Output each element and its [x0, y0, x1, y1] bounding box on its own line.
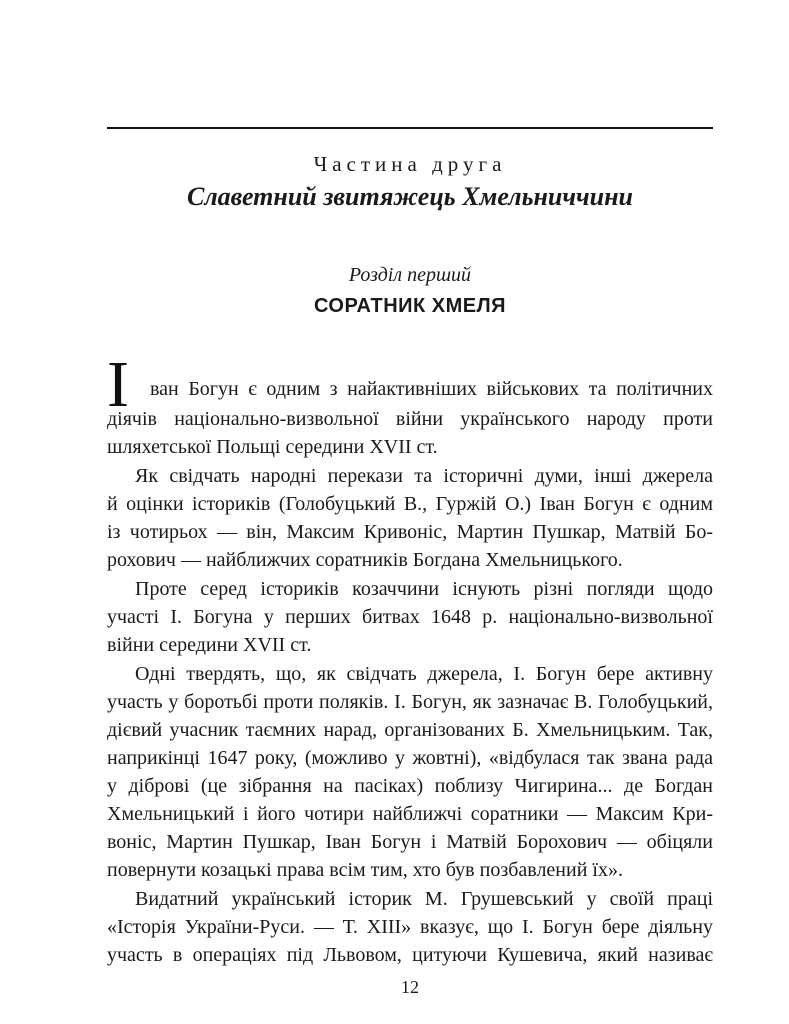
body-line: Видатний український історик М. Грушевський у своїй праці: [135, 888, 713, 910]
drop-cap: І: [107, 348, 129, 421]
body-line: «Історія України-Руси. — Т. XIII» вказує, що І. Богун бере діяльну: [107, 916, 713, 938]
part-title: Славетний звитяжець Хмельниччини: [186, 182, 634, 211]
body-line: шляхетської Польщі середини XVII ст.: [107, 436, 438, 458]
section-title: СОРАТНИК ХМЕЛЯ: [313, 295, 507, 317]
body-line: рохович — найближчих соратників Богдана Хмельницького.: [107, 549, 623, 571]
body-line: Хмельницький і його чотири найближчі соратники — Максим Кри-: [107, 803, 713, 825]
top-rule: [107, 127, 713, 129]
body-line: із чотирьох — він, Максим Кривоніс, Мартин Пушкар, Матвій Бо-: [107, 521, 713, 543]
body-line: дієвий учасник таємних нарад, організованих Б. Хмельницьким. Так,: [107, 719, 713, 741]
section-label: Розділ перший: [348, 264, 472, 286]
body-line: повернути козацькі права всім тим, хто був позбавлений їх».: [107, 859, 623, 881]
body-line: воніс, Мартин Пушкар, Іван Богун і Матвій Борохович — обіцяли: [107, 831, 713, 853]
page-number: 12: [401, 977, 419, 997]
part-label: Частина друга: [313, 152, 507, 176]
body-line: у діброві (це зібрання на пасіках) поблизу Чигирина... де Богдан: [107, 775, 713, 797]
body-line: Проте серед істориків козаччини існують різні погляди щодо: [135, 578, 713, 600]
body-line: участі І. Богуна у перших битвах 1648 р. національно-визвольної: [107, 606, 713, 628]
body-line: діячів національно-визвольної війни українського народу проти: [107, 408, 713, 430]
body-line: участь у боротьбі проти поляків. І. Богун, як зазначає В. Голобуцький,: [107, 691, 713, 713]
body-line: Одні твердять, що, як свідчать джерела, І. Богун бере активну: [135, 663, 713, 685]
body-line: наприкінці 1647 року, (можливо у жовтні), «відбулася так звана рада: [107, 747, 713, 769]
body-line: й оцінки істориків (Голобуцький В., Гуржій О.) Іван Богун є одним: [107, 493, 713, 515]
body-line: участь в операціях під Львовом, цитуючи Кушевича, який називає: [107, 944, 713, 966]
body-line: війни середини XVII ст.: [107, 634, 312, 656]
body-line: Як свідчать народні перекази та історичні думи, інші джерела: [135, 465, 713, 487]
body-line: ван Богун є одним з найактивніших військових та політичних: [150, 378, 713, 400]
